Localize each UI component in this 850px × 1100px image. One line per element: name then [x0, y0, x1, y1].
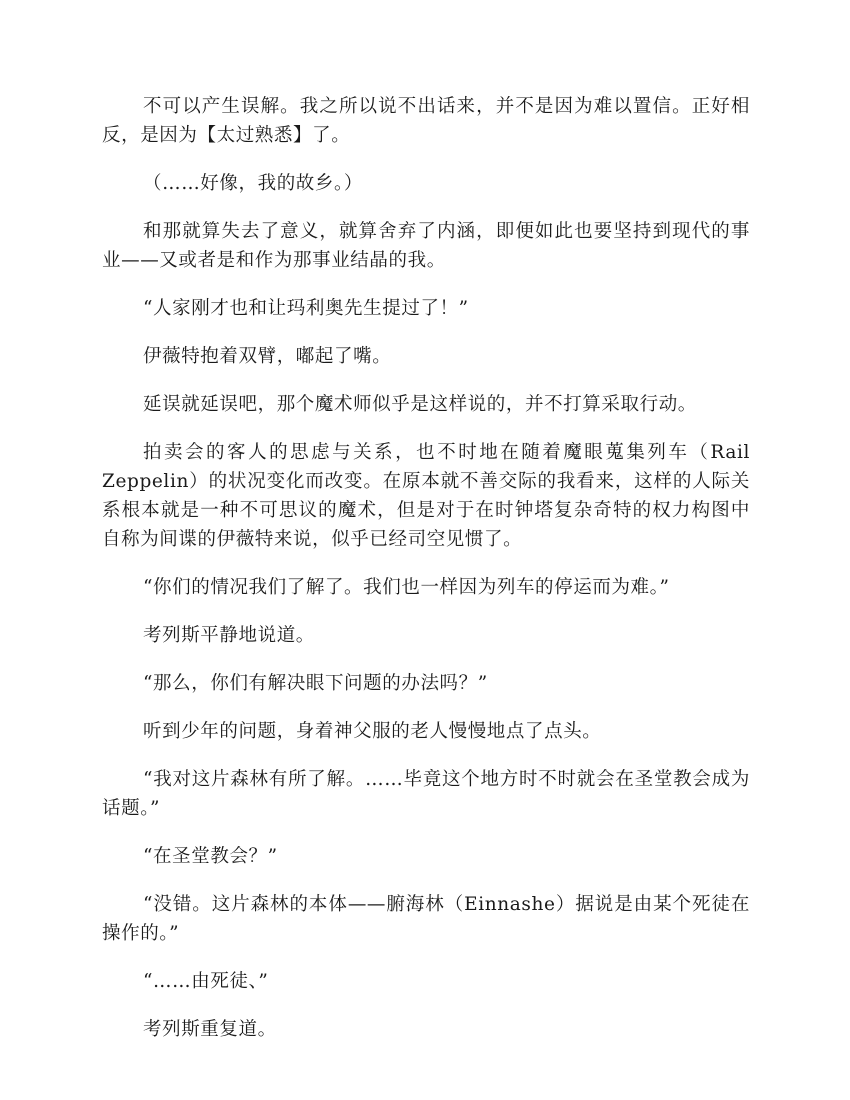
paragraph: （……好像，我的故乡。） — [143, 173, 363, 194]
document-page — [102, 92, 750, 1063]
paragraph: 听到少年的问题，身着神父服的老人慢慢地点了点头。 — [143, 721, 602, 742]
paragraph: 拍卖会的客人的思虑与关系，也不时地在随着魔眼蒐集列车（Rail Zeppelin）的状况变化而改变。在原本就不善交际的我看来，这样的人际关系根本就是一种不可思议的魔术，但是对于在时钟塔复杂奇特的权力构图中自称为间谍的伊薇特来说，似乎已经司空见惯了。 — [102, 442, 750, 550]
paragraph: 考列斯平静地说道。 — [143, 625, 315, 646]
paragraph: “在圣堂教会？” — [143, 846, 278, 867]
paragraph: 考列斯重复道。 — [143, 1019, 277, 1040]
paragraph: “你们的情况我们了解了。我们也一样因为列车的停运而为难。” — [143, 577, 670, 598]
paragraph: “人家刚才也和让玛利奥先生提过了！” — [143, 298, 469, 319]
paragraph: “我对这片森林有所了解。……毕竟这个地方时不时就会在圣堂教会成为话题。” — [102, 769, 750, 819]
paragraph: 不可以产生误解。我之所以说不出话来，并不是因为难以置信。正好相反，是因为【太过熟悉】了。 — [102, 96, 750, 146]
paragraph: “没错。这片森林的本体——腑海林（Einnashe）据说是由某个死徒在操作的。” — [102, 894, 750, 944]
paragraph: 和那就算失去了意义，就算舍弃了内涵，即便如此也要坚持到现代的事业——又或者是和作为那事业结晶的我。 — [102, 221, 750, 271]
paragraph: “……由死徒、” — [143, 971, 269, 992]
paragraph: “那么，你们有解决眼下问题的办法吗？” — [143, 673, 488, 694]
paragraph: 伊薇特抱着双臂，嘟起了嘴。 — [143, 346, 392, 367]
paragraph: 延误就延误吧，那个魔术师似乎是这样说的，并不打算采取行动。 — [143, 394, 697, 415]
